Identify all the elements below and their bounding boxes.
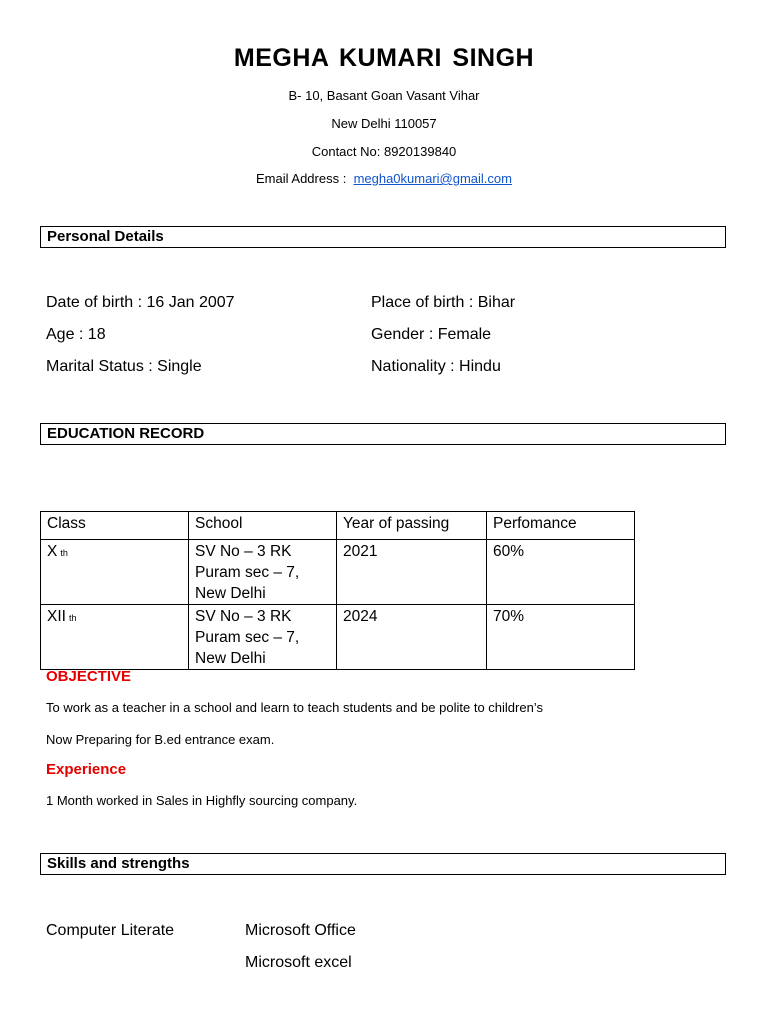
candidate-name: MEGHA KUMARI SINGH — [233, 44, 535, 72]
school-cell: SV No – 3 RK Puram sec – 7, New Delhi — [189, 540, 337, 605]
table-row — [41, 540, 635, 605]
skill-item: Microsoft Office — [245, 922, 356, 939]
experience-line-1: 1 Month worked in Sales in Highfly sourcing company. — [46, 793, 358, 808]
performance-cell: 60% — [487, 540, 635, 605]
school-cell: SV No – 3 RK Puram sec – 7, New Delhi — [189, 605, 337, 670]
email-link[interactable]: megha0kumari@gmail.com — [353, 171, 512, 186]
objective-line-2: Now Preparing for B.ed entrance exam. — [46, 732, 275, 747]
objective-line-1: To work as a teacher in a school and learn to teach students and be polite to children’s — [46, 700, 543, 715]
age: Age : 18 — [46, 326, 106, 343]
education-table — [40, 511, 635, 670]
date-of-birth: Date of birth : 16 Jan 2007 — [46, 294, 235, 311]
address-line-1: B- 10, Basant Goan Vasant Vihar — [288, 88, 480, 103]
address-line-2: New Delhi 110057 — [331, 116, 437, 131]
email-row — [0, 171, 768, 186]
class-cell: X th — [41, 540, 189, 605]
marital-status: Marital Status : Single — [46, 358, 202, 375]
year-cell: 2021 — [337, 540, 487, 605]
education-record-heading: EDUCATION RECORD — [40, 423, 726, 445]
table-header-row — [41, 512, 635, 540]
performance-cell: 70% — [487, 605, 635, 670]
email-label: Email Address : — [256, 171, 347, 186]
objective-heading: OBJECTIVE — [46, 668, 132, 685]
place-of-birth: Place of birth : Bihar — [371, 294, 516, 311]
column-header-year: Year of passing — [337, 512, 487, 540]
gender: Gender : Female — [371, 326, 492, 343]
experience-heading: Experience — [46, 761, 127, 778]
skill-item: Microsoft excel — [245, 954, 352, 971]
skill-category: Computer Literate — [46, 922, 175, 939]
class-cell: XII th — [41, 605, 189, 670]
skills-heading: Skills and strengths — [40, 853, 726, 875]
column-header-class: Class — [41, 512, 189, 540]
column-header-school: School — [189, 512, 337, 540]
personal-details-heading: Personal Details — [40, 226, 726, 248]
table-row — [41, 605, 635, 670]
nationality: Nationality : Hindu — [371, 358, 501, 375]
contact-number: Contact No: 8920139840 — [311, 144, 457, 159]
column-header-performance: Perfomance — [487, 512, 635, 540]
year-cell: 2024 — [337, 605, 487, 670]
